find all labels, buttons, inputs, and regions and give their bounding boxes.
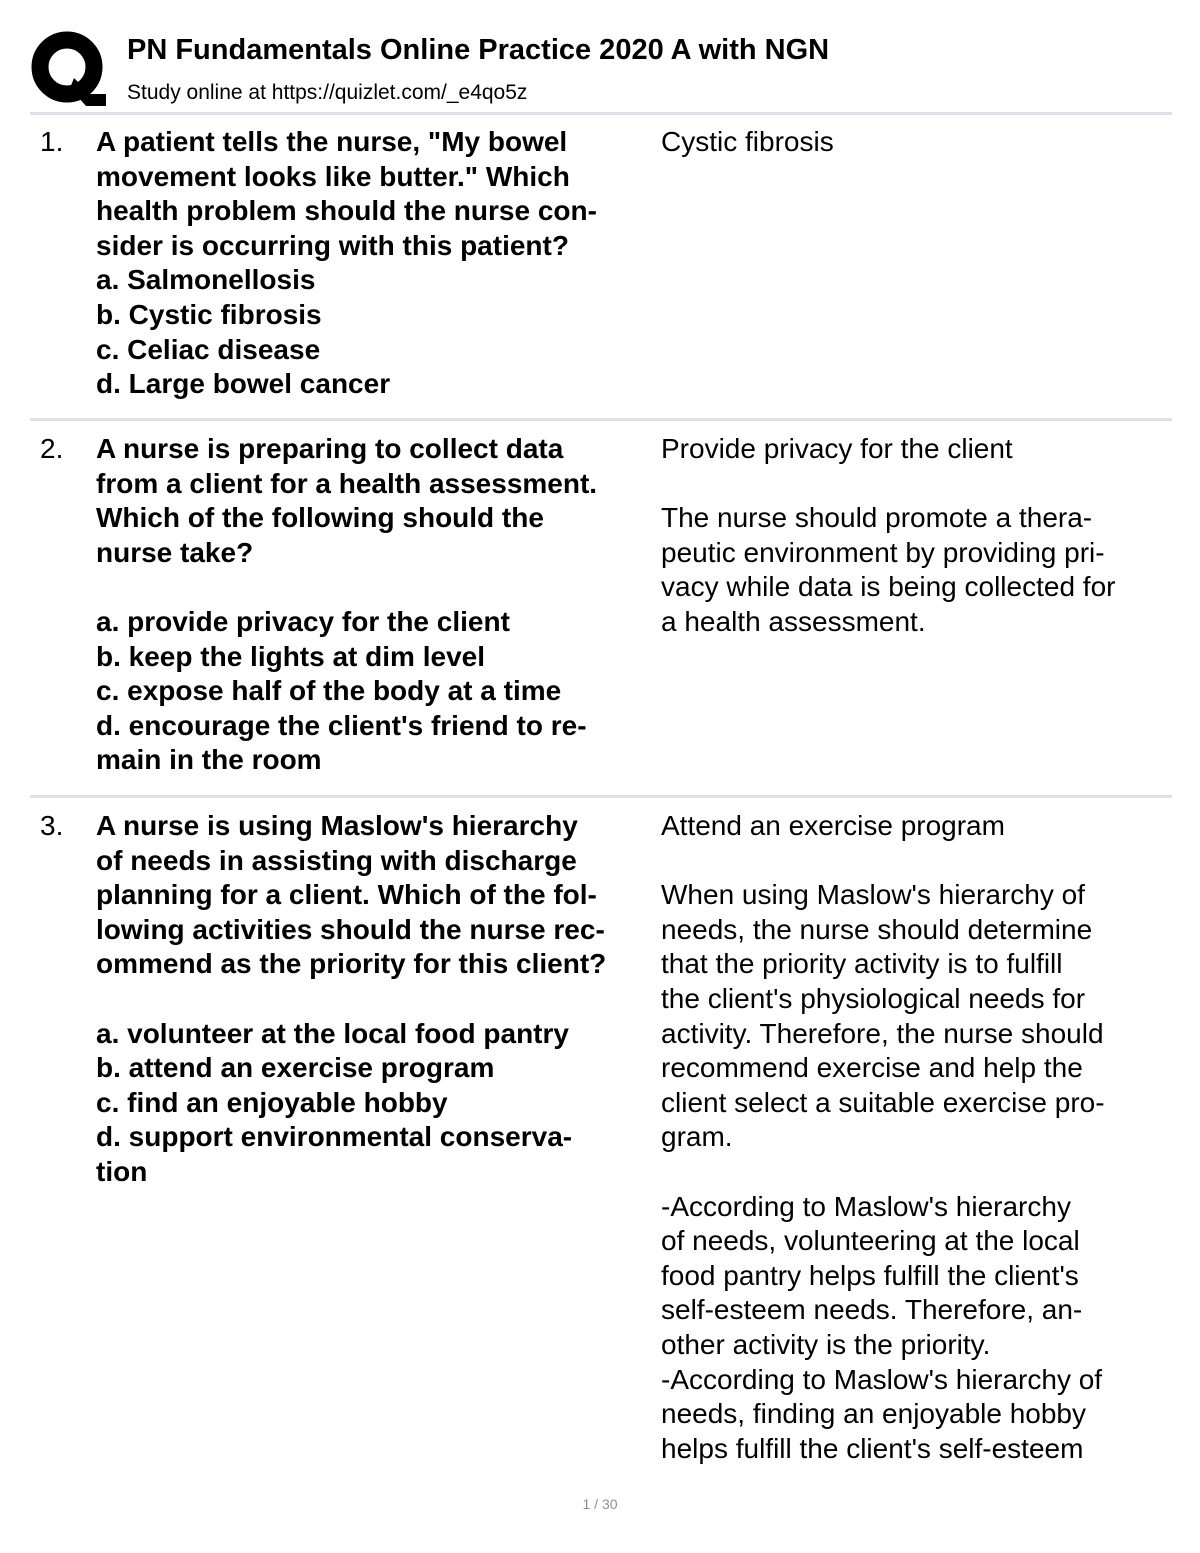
flashcard-2 <box>30 432 1172 792</box>
divider <box>30 112 1172 115</box>
card-question: A nurse is using Maslow's hierarchy of needs in assisting with discharge planning for a client. Which of the fol- lowing activities should the nurse rec- ommend as the priority for this client? a. volunteer at the local food pantry b. attend an exercise program c. find an enjoyable hobby d. support environmental conserva- tion <box>96 810 607 1187</box>
card-answer: Attend an exercise program When using Maslow's hierarchy of needs, the nurse should determine that the priority activity is to fulfill the client's physiological needs for activity. Therefore, the nurse should recommend exercise and help the client select a suitable exercise pro- gram. -According to Maslow's hierarchy of needs, volunteering at the local food pantry helps fulfill the client's self-esteem needs. Therefore, an- other activity is the priority. -According to Maslow's hierarchy of needs, finding an enjoyable hobby helps fulfill the client's self-esteem <box>661 810 1105 1464</box>
card-number: 2. <box>40 433 64 464</box>
card-question: A nurse is preparing to collect data from a client for a health assessment. Which of the following should the nurse take? a. provide privacy for the client b. keep the lights at dim level c. expose half of the body at a time d. encourage the client's friend to re- main in the room <box>96 433 598 776</box>
card-answer: Cystic fibrosis <box>661 126 834 157</box>
card-answer: Provide privacy for the client The nurse should promote a thera- peutic environment by providing pri- vacy while data is being collected for a health assessment. <box>661 433 1116 637</box>
card-number: 3. <box>40 810 64 841</box>
card-question: A patient tells the nurse, "My bowel movement looks like butter." Which health problem should the nurse con- sider is occurring with this patient? a. Salmonellosis b. Cystic fibrosis c. Celiac disease d. Large bowel cancer <box>96 126 597 400</box>
page-number: 1 / 30 <box>582 1496 618 1512</box>
page-header <box>30 30 1172 110</box>
quizlet-logo-icon <box>30 30 106 106</box>
study-link-text: Study online at https://quizlet.com/_e4qo5z <box>127 81 528 104</box>
card-number: 1. <box>40 126 64 157</box>
flashcard-3 <box>30 809 1172 1479</box>
divider <box>30 795 1172 798</box>
page-title: PN Fundamentals Online Practice 2020 A with NGN <box>127 34 830 66</box>
divider <box>30 418 1172 421</box>
flashcard-1 <box>30 125 1172 415</box>
